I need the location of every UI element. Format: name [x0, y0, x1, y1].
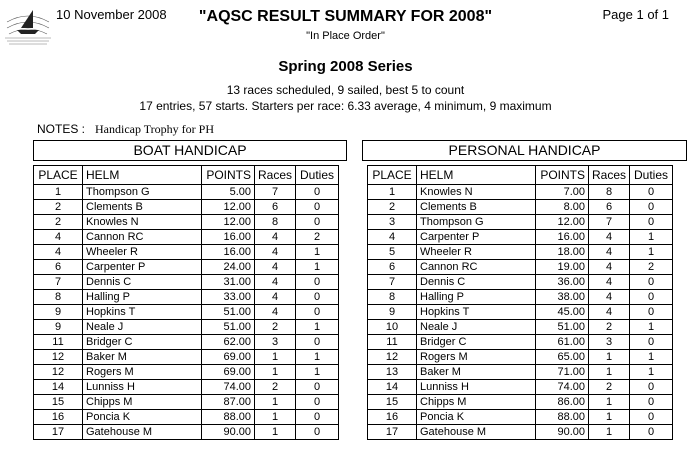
cell-duties: 0 — [296, 215, 339, 230]
cell-place: 9 — [34, 305, 83, 320]
table-row — [34, 320, 339, 335]
table-row — [34, 215, 339, 230]
table-row — [34, 380, 339, 395]
cell-place: 7 — [34, 275, 83, 290]
cell-duties: 0 — [296, 305, 339, 320]
series-entries-info: 17 entries, 57 starts. Starters per race: 6.33 average, 4 minimum, 9 maximum — [139, 99, 552, 113]
cell-points: 12.00 — [536, 215, 589, 230]
cell-points: 90.00 — [202, 425, 255, 440]
table-row — [368, 350, 673, 365]
report-date: 10 November 2008 — [56, 7, 167, 22]
cell-duties: 0 — [630, 395, 673, 410]
table-row — [368, 245, 673, 260]
cell-place: 6 — [34, 260, 83, 275]
cell-place: 3 — [368, 215, 417, 230]
cell-place: 4 — [34, 230, 83, 245]
cell-place: 2 — [34, 200, 83, 215]
report-title: "AQSC RESULT SUMMARY FOR 2008" — [198, 8, 493, 25]
table-row — [34, 395, 339, 410]
cell-place: 4 — [34, 245, 83, 260]
cell-points: 19.00 — [536, 260, 589, 275]
table-row — [34, 275, 339, 290]
cell-races: 1 — [589, 350, 630, 365]
cell-helm: Knowles N — [83, 215, 202, 230]
cell-helm: Hopkins T — [417, 305, 536, 320]
cell-races: 2 — [589, 320, 630, 335]
cell-duties: 0 — [630, 425, 673, 440]
cell-place: 16 — [368, 410, 417, 425]
column-header-duties: Duties — [630, 166, 673, 185]
cell-races: 2 — [255, 380, 296, 395]
column-header-races: Races — [255, 166, 296, 185]
cell-place: 1 — [34, 185, 83, 200]
cell-points: 74.00 — [202, 380, 255, 395]
cell-races: 6 — [255, 200, 296, 215]
cell-duties: 2 — [296, 230, 339, 245]
cell-helm: Wheeler R — [417, 245, 536, 260]
cell-races: 4 — [589, 275, 630, 290]
cell-duties: 0 — [630, 335, 673, 350]
cell-helm: Hopkins T — [83, 305, 202, 320]
cell-helm: Lunniss H — [417, 380, 536, 395]
cell-points: 45.00 — [536, 305, 589, 320]
column-header-points: POINTS — [536, 166, 589, 185]
cell-races: 1 — [255, 365, 296, 380]
cell-races: 4 — [255, 290, 296, 305]
cell-races: 3 — [589, 335, 630, 350]
cell-duties: 1 — [296, 365, 339, 380]
cell-duties: 0 — [296, 275, 339, 290]
cell-place: 17 — [368, 425, 417, 440]
page-number: Page 1 of 1 — [602, 7, 669, 22]
cell-duties: 0 — [630, 380, 673, 395]
cell-duties: 1 — [630, 350, 673, 365]
cell-helm: Bridger C — [83, 335, 202, 350]
cell-place: 10 — [368, 320, 417, 335]
cell-races: 7 — [589, 215, 630, 230]
cell-duties: 0 — [296, 425, 339, 440]
notes-label: NOTES : — [37, 122, 86, 136]
cell-helm: Cannon RC — [417, 260, 536, 275]
cell-points: 31.00 — [202, 275, 255, 290]
cell-helm: Wheeler R — [83, 245, 202, 260]
cell-helm: Halling P — [83, 290, 202, 305]
cell-races: 8 — [255, 215, 296, 230]
table-row — [34, 305, 339, 320]
table-row — [368, 320, 673, 335]
cell-races: 7 — [255, 185, 296, 200]
cell-points: 88.00 — [202, 410, 255, 425]
cell-points: 71.00 — [536, 365, 589, 380]
table-row — [34, 425, 339, 440]
cell-helm: Baker M — [83, 350, 202, 365]
column-header-place: PLACE — [34, 166, 83, 185]
cell-races: 4 — [589, 245, 630, 260]
cell-points: 16.00 — [202, 230, 255, 245]
cell-helm: Knowles N — [417, 185, 536, 200]
cell-helm: Rogers M — [417, 350, 536, 365]
cell-place: 1 — [368, 185, 417, 200]
cell-duties: 0 — [630, 215, 673, 230]
cell-points: 69.00 — [202, 365, 255, 380]
cell-duties: 1 — [296, 245, 339, 260]
cell-place: 2 — [34, 215, 83, 230]
cell-helm: Halling P — [417, 290, 536, 305]
cell-duties: 1 — [630, 320, 673, 335]
table-row — [368, 380, 673, 395]
cell-races: 1 — [255, 410, 296, 425]
cell-helm: Baker M — [417, 365, 536, 380]
cell-races: 4 — [589, 230, 630, 245]
boat-handicap-title: BOAT HANDICAP — [33, 140, 347, 161]
cell-duties: 2 — [630, 260, 673, 275]
cell-place: 17 — [34, 425, 83, 440]
cell-helm: Carpenter P — [417, 230, 536, 245]
cell-helm: Neale J — [83, 320, 202, 335]
cell-points: 86.00 — [536, 395, 589, 410]
cell-points: 12.00 — [202, 200, 255, 215]
cell-points: 33.00 — [202, 290, 255, 305]
table-row — [368, 365, 673, 380]
cell-place: 7 — [368, 275, 417, 290]
cell-helm: Neale J — [417, 320, 536, 335]
cell-duties: 0 — [630, 305, 673, 320]
cell-races: 2 — [255, 320, 296, 335]
cell-races: 4 — [255, 305, 296, 320]
cell-duties: 0 — [296, 395, 339, 410]
cell-place: 11 — [368, 335, 417, 350]
table-row — [34, 290, 339, 305]
notes-text: Handicap Trophy for PH — [95, 122, 214, 136]
cell-races: 1 — [589, 395, 630, 410]
personal-handicap-title: PERSONAL HANDICAP — [362, 140, 687, 161]
cell-races: 4 — [255, 260, 296, 275]
cell-points: 8.00 — [536, 200, 589, 215]
cell-duties: 0 — [296, 335, 339, 350]
table-row — [34, 410, 339, 425]
cell-points: 62.00 — [202, 335, 255, 350]
table-row — [34, 185, 339, 200]
cell-place: 16 — [34, 410, 83, 425]
cell-helm: Gatehouse M — [417, 425, 536, 440]
cell-duties: 0 — [296, 410, 339, 425]
cell-races: 2 — [589, 380, 630, 395]
cell-races: 1 — [255, 395, 296, 410]
cell-place: 12 — [368, 350, 417, 365]
cell-duties: 1 — [630, 230, 673, 245]
table-row — [34, 200, 339, 215]
cell-place: 13 — [368, 365, 417, 380]
column-header-duties: Duties — [296, 166, 339, 185]
cell-helm: Gatehouse M — [83, 425, 202, 440]
cell-helm: Poncia K — [83, 410, 202, 425]
cell-duties: 1 — [630, 365, 673, 380]
table-row — [34, 350, 339, 365]
cell-place: 9 — [34, 320, 83, 335]
cell-duties: 1 — [296, 260, 339, 275]
cell-points: 5.00 — [202, 185, 255, 200]
table-row — [34, 245, 339, 260]
table-header-row — [368, 166, 673, 185]
cell-place: 12 — [34, 350, 83, 365]
cell-duties: 0 — [296, 290, 339, 305]
cell-duties: 0 — [630, 185, 673, 200]
cell-points: 61.00 — [536, 335, 589, 350]
cell-place: 8 — [34, 290, 83, 305]
cell-points: 87.00 — [202, 395, 255, 410]
cell-duties: 0 — [296, 380, 339, 395]
cell-points: 24.00 — [202, 260, 255, 275]
cell-races: 1 — [589, 425, 630, 440]
table-row — [34, 365, 339, 380]
cell-place: 5 — [368, 245, 417, 260]
cell-duties: 1 — [630, 245, 673, 260]
table-row — [368, 410, 673, 425]
cell-place: 15 — [34, 395, 83, 410]
cell-helm: Rogers M — [83, 365, 202, 380]
cell-helm: Bridger C — [417, 335, 536, 350]
cell-place: 14 — [34, 380, 83, 395]
cell-place: 12 — [34, 365, 83, 380]
series-races-info: 13 races scheduled, 9 sailed, best 5 to count — [226, 83, 465, 97]
column-header-helm: HELM — [417, 166, 536, 185]
table-row — [368, 275, 673, 290]
cell-points: 51.00 — [202, 320, 255, 335]
cell-duties: 0 — [630, 410, 673, 425]
cell-points: 38.00 — [536, 290, 589, 305]
cell-points: 18.00 — [536, 245, 589, 260]
cell-helm: Clements B — [83, 200, 202, 215]
table-row — [368, 335, 673, 350]
table-row — [368, 230, 673, 245]
cell-duties: 0 — [630, 275, 673, 290]
cell-races: 1 — [255, 350, 296, 365]
table-row — [368, 260, 673, 275]
table-row — [368, 290, 673, 305]
cell-helm: Cannon RC — [83, 230, 202, 245]
cell-duties: 0 — [296, 200, 339, 215]
column-header-points: POINTS — [202, 166, 255, 185]
column-header-races: Races — [589, 166, 630, 185]
cell-helm: Thompson G — [417, 215, 536, 230]
cell-helm: Clements B — [417, 200, 536, 215]
cell-points: 16.00 — [202, 245, 255, 260]
cell-duties: 0 — [630, 200, 673, 215]
cell-place: 15 — [368, 395, 417, 410]
cell-place: 2 — [368, 200, 417, 215]
cell-place: 14 — [368, 380, 417, 395]
cell-helm: Dennis C — [83, 275, 202, 290]
cell-points: 7.00 — [536, 185, 589, 200]
cell-place: 11 — [34, 335, 83, 350]
cell-place: 9 — [368, 305, 417, 320]
cell-races: 1 — [589, 365, 630, 380]
cell-points: 51.00 — [536, 320, 589, 335]
column-header-helm: HELM — [83, 166, 202, 185]
cell-points: 36.00 — [536, 275, 589, 290]
table-header-row — [34, 166, 339, 185]
table-row — [368, 395, 673, 410]
column-header-place: PLACE — [368, 166, 417, 185]
cell-points: 51.00 — [202, 305, 255, 320]
cell-helm: Chipps M — [417, 395, 536, 410]
cell-place: 8 — [368, 290, 417, 305]
cell-points: 69.00 — [202, 350, 255, 365]
cell-duties: 1 — [296, 350, 339, 365]
cell-races: 4 — [255, 230, 296, 245]
cell-helm: Lunniss H — [83, 380, 202, 395]
cell-races: 4 — [255, 245, 296, 260]
cell-races: 1 — [255, 425, 296, 440]
cell-races: 4 — [589, 290, 630, 305]
cell-helm: Dennis C — [417, 275, 536, 290]
cell-helm: Thompson G — [83, 185, 202, 200]
cell-helm: Chipps M — [83, 395, 202, 410]
table-row — [34, 260, 339, 275]
boat-handicap-table — [33, 165, 339, 440]
cell-points: 74.00 — [536, 380, 589, 395]
table-row — [368, 425, 673, 440]
cell-races: 4 — [589, 260, 630, 275]
cell-points: 12.00 — [202, 215, 255, 230]
cell-helm: Carpenter P — [83, 260, 202, 275]
cell-duties: 0 — [296, 185, 339, 200]
table-row — [368, 305, 673, 320]
cell-races: 8 — [589, 185, 630, 200]
cell-place: 4 — [368, 230, 417, 245]
cell-points: 16.00 — [536, 230, 589, 245]
cell-races: 1 — [589, 410, 630, 425]
cell-duties: 0 — [630, 290, 673, 305]
table-row — [34, 335, 339, 350]
cell-points: 88.00 — [536, 410, 589, 425]
cell-helm: Poncia K — [417, 410, 536, 425]
series-name: Spring 2008 Series — [278, 58, 413, 75]
cell-races: 4 — [589, 305, 630, 320]
cell-duties: 1 — [296, 320, 339, 335]
cell-points: 90.00 — [536, 425, 589, 440]
table-row — [368, 185, 673, 200]
table-row — [368, 200, 673, 215]
personal-handicap-table — [367, 165, 673, 440]
table-row — [34, 230, 339, 245]
report-subtitle: "In Place Order" — [306, 30, 385, 42]
cell-points: 65.00 — [536, 350, 589, 365]
table-row — [368, 215, 673, 230]
cell-place: 6 — [368, 260, 417, 275]
cell-races: 4 — [255, 275, 296, 290]
cell-races: 3 — [255, 335, 296, 350]
cell-races: 6 — [589, 200, 630, 215]
